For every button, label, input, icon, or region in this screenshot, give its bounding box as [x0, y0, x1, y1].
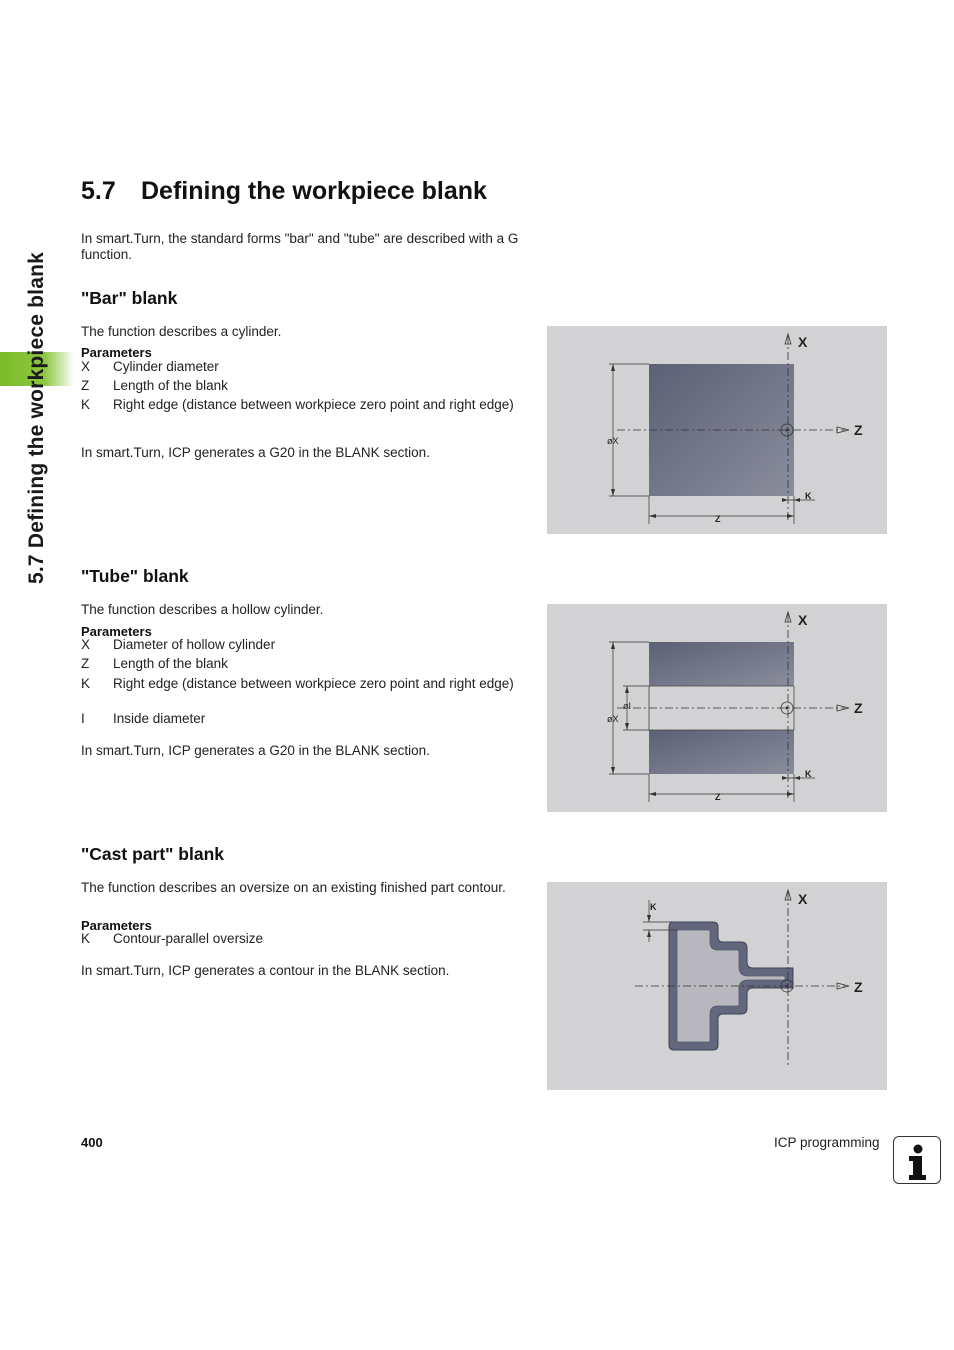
- chapter-number: 5.7: [81, 177, 116, 205]
- page-title: [81, 177, 487, 206]
- tube-wall-top: [649, 642, 794, 686]
- dim-label-z: Z: [715, 514, 721, 524]
- bar-note: In smart.Turn, ICP generates a G20 in the BLANK section.: [81, 445, 430, 460]
- tube-wall-bottom: [649, 730, 794, 774]
- param-key: K: [81, 397, 91, 412]
- bar-blank-figure: [547, 326, 887, 534]
- param-key: X: [81, 637, 91, 652]
- sidebar-chapter-title: 5.7 Defining the workpiece blank: [25, 252, 48, 584]
- page-number: 400: [81, 1135, 103, 1150]
- dim-label-z: Z: [715, 792, 721, 802]
- cast-note: In smart.Turn, ICP generates a contour in the BLANK section.: [81, 963, 450, 978]
- tube-parameters-label: Parameters: [81, 624, 152, 639]
- param-key: Z: [81, 378, 90, 393]
- param-desc: Cylinder diameter: [113, 359, 219, 374]
- tube-description: The function describes a hollow cylinder.: [81, 602, 324, 617]
- param-key: I: [81, 711, 85, 726]
- cast-part-blank-heading: "Cast part" blank: [81, 844, 225, 864]
- dim-label-x: øX: [607, 436, 619, 446]
- dim-label-k: K: [805, 769, 812, 779]
- dim-label-i: øI: [623, 701, 631, 711]
- param-desc: Diameter of hollow cylinder: [113, 637, 276, 652]
- intro-paragraph: In smart.Turn, the standard forms "bar" and "tube" are described with a G function.: [81, 231, 519, 262]
- axis-label-z: Z: [854, 422, 863, 438]
- tube-blank-heading: "Tube" blank: [81, 566, 189, 586]
- dim-label-x: øX: [607, 714, 619, 724]
- param-desc: Length of the blank: [113, 378, 228, 393]
- dim-label-k: K: [650, 902, 657, 912]
- bar-parameters-label: Parameters: [81, 345, 152, 360]
- bar-blank-heading: "Bar" blank: [81, 288, 178, 308]
- cast-parameters-label: Parameters: [81, 918, 152, 933]
- param-key: K: [81, 676, 91, 691]
- param-desc: Contour-parallel oversize: [113, 931, 264, 946]
- axis-label-z: Z: [854, 979, 863, 995]
- bar-description: The function describes a cylinder.: [81, 324, 282, 339]
- axis-label-x: X: [798, 612, 808, 628]
- axis-label-x: X: [798, 891, 808, 907]
- param-desc: Inside diameter: [113, 711, 206, 726]
- axis-label-z: Z: [854, 700, 863, 716]
- axis-label-x: X: [798, 334, 808, 350]
- param-key: Z: [81, 656, 90, 671]
- param-desc: Length of the blank: [113, 656, 228, 671]
- dim-label-k: K: [805, 491, 812, 501]
- cast-description: The function describes an oversize on an existing finished part contour.: [81, 880, 506, 895]
- chapter-title-text: Defining the workpiece blank: [141, 177, 487, 205]
- param-key: K: [81, 931, 91, 946]
- footer-section-name: ICP programming: [774, 1135, 880, 1150]
- param-desc: Right edge (distance between workpiece zero point and right edge): [113, 397, 514, 412]
- cast-part-blank-figure: [547, 882, 887, 1090]
- tube-note: In smart.Turn, ICP generates a G20 in the BLANK section.: [81, 743, 430, 758]
- param-desc: Right edge (distance between workpiece zero point and right edge): [113, 676, 514, 691]
- tube-blank-figure: [547, 604, 887, 812]
- param-key: X: [81, 359, 91, 374]
- info-icon: [893, 1136, 941, 1184]
